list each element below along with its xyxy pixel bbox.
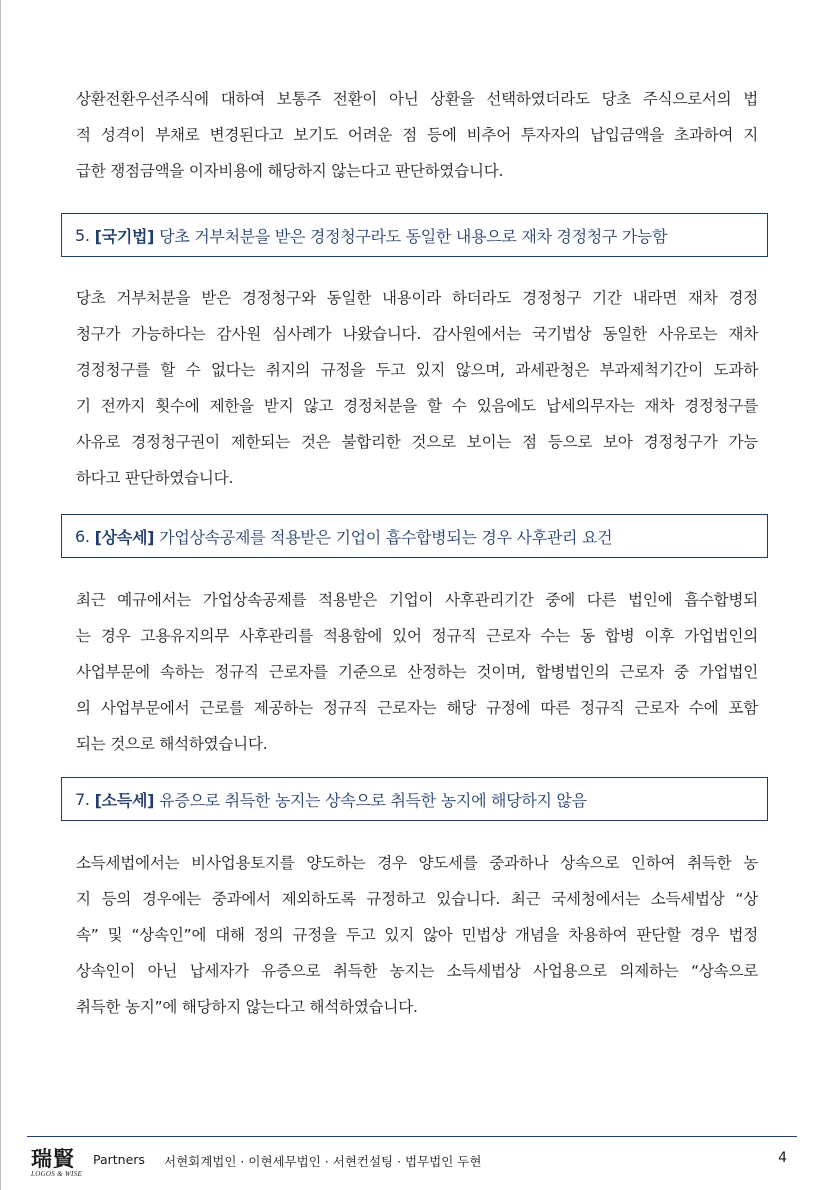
paragraph-line: 는 경우 고용유지의무 사후관리를 적용함에 있어 정규직 근로자 수는 동 합병 이후 가업법인의	[76, 627, 758, 645]
paragraph-line: 상속인이 아닌 납세자가 유증으로 취득한 농지는 소득세법상 사업용으로 의제하는 “상속으로	[76, 962, 758, 980]
paragraph-line: 경정청구를 할 수 없다는 취지의 규정을 두고 있지 않으며, 과세관청은 부과제척기간이 도과하	[76, 361, 758, 379]
paragraph-line: 취득한 농지”에 해당하지 않는다고 해석하였습니다.	[76, 998, 418, 1016]
paragraph-line: 지 등의 경우에는 중과에서 제외하도록 규정하고 있습니다. 최근 국세청에서는 소득세법상 “상	[76, 890, 758, 908]
section-title: 유증으로 취득한 농지는 상속으로 취득한 농지에 해당하지 않음	[159, 790, 587, 810]
section-number: 7.	[75, 789, 90, 809]
section-heading-7	[61, 777, 768, 821]
paragraph-line: 속” 및 “상속인”에 대해 정의 규정을 두고 있지 않아 민법상 개념을 차용하여 판단할 경우 법정	[76, 926, 758, 944]
partners-label: Partners	[93, 1152, 145, 1167]
footer-divider	[27, 1136, 797, 1137]
section-5-body	[76, 280, 758, 496]
section-title: 당초 거부처분을 받은 경정청구라도 동일한 내용으로 재차 경정청구 가능함	[159, 226, 668, 246]
section-number: 6.	[75, 526, 90, 546]
paragraph-line: 당초 거부처분을 받은 경정청구와 동일한 내용이라 하더라도 경정청구 기간 내라면 재차 경정	[76, 289, 758, 307]
paragraph-line: 상환전환우선주식에 대하여 보통주 전환이 아닌 상환을 선택하였더라도 당초 주식으로서의 법	[76, 90, 758, 108]
paragraph-line: 사유로 경정청구권이 제한되는 것은 불합리한 것으로 보이는 점 등으로 보아 경정청구가 가능	[76, 433, 758, 451]
paragraph-line: 사업부문에 속하는 정규직 근로자를 기준으로 산정하는 것이며, 합병법인의 근로자 중 가업법인	[76, 663, 758, 681]
firm-logo-subtitle: LOGOS & WISE	[31, 1170, 83, 1178]
paragraph-line: 최근 예규에서는 가업상속공제를 적용받은 기업이 사후관리기간 중에 다른 법인에 흡수합병되	[76, 591, 758, 609]
section-number: 5.	[75, 225, 90, 245]
partner-firms: 서현회계법인 · 이현세무법인 · 서현컨설팅 · 법무법인 두현	[164, 1154, 482, 1169]
page-footer	[27, 1142, 797, 1184]
paragraph-line: 급한 쟁점금액을 이자비용에 해당하지 않는다고 판단하였습니다.	[76, 162, 504, 180]
paragraph-line: 청구가 가능하다는 감사원 심사례가 나왔습니다. 감사원에서는 국기법상 동일한 사유로는 재차	[76, 325, 758, 343]
section-title: 가업상속공제를 적용받은 기업이 흡수합병되는 경우 사후관리 요건	[159, 527, 613, 547]
page-left-edge	[0, 0, 1, 1190]
section-heading-5	[61, 213, 768, 257]
paragraph-line: 하다고 판단하였습니다.	[76, 469, 234, 487]
firm-logo: 瑞賢	[31, 1146, 75, 1171]
section-heading-6	[61, 514, 768, 558]
section-tag: [국기법]	[94, 226, 155, 246]
paragraph-line: 되는 것으로 해석하였습니다.	[76, 735, 268, 753]
section-tag: [상속세]	[94, 527, 155, 547]
intro-paragraph	[76, 81, 758, 189]
paragraph-line: 소득세법에서는 비사업용토지를 양도하는 경우 양도세를 중과하나 상속으로 인하여 취득한 농	[76, 854, 758, 872]
section-tag: [소득세]	[94, 790, 155, 810]
section-7-body	[76, 845, 758, 1025]
paragraph-line: 의 사업부문에서 근로를 제공하는 정규직 근로자는 해당 규정에 따른 정규직 근로자 수에 포함	[76, 699, 758, 717]
paragraph-line: 적 성격이 부채로 변경된다고 보기도 어려운 점 등에 비추어 투자자의 납입금액을 초과하여 지	[76, 126, 758, 144]
page-number: 4	[778, 1150, 787, 1166]
section-6-body	[76, 582, 758, 762]
paragraph-line: 기 전까지 횟수에 제한을 받지 않고 경정처분을 할 수 있음에도 납세의무자는 재차 경정청구를	[76, 397, 758, 415]
